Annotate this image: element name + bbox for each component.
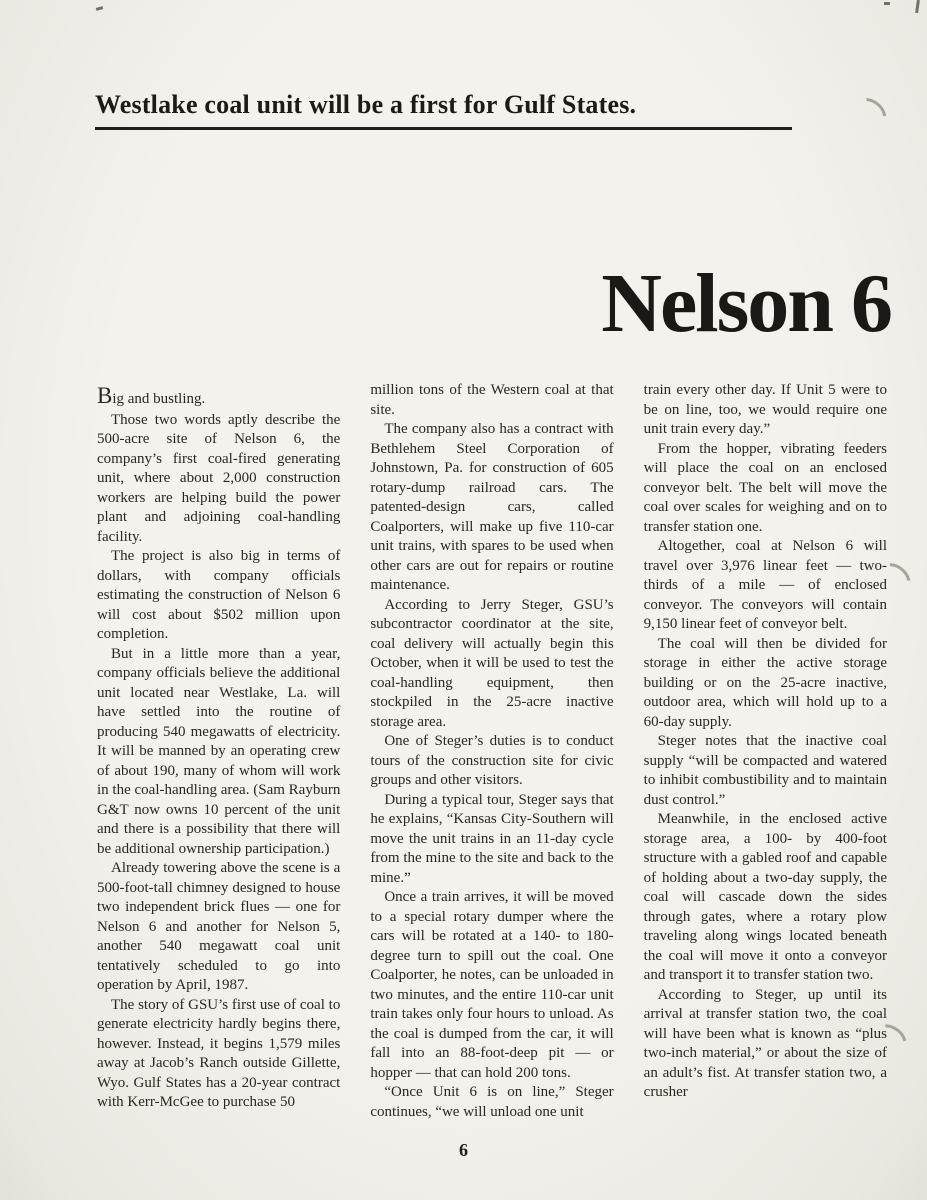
article-body (97, 381, 887, 1122)
paragraph: The coal will then be divided for storage in either the active storage building or on the 25-acre inactive, outdoor area, which will hold up to a 60-day supply. (643, 635, 887, 730)
paragraph: Altogether, coal at Nelson 6 will travel over 3,976 linear feet — two-thirds of a mile — of enclosed conveyor. The conveyors will contain 9,150 linear feet of conveyor belt. (643, 538, 887, 632)
article-headline: Nelson 6 (601, 257, 891, 350)
paragraph: One of Steger’s duties is to conduct tours of the construction site for civic groups and other visitors. (370, 733, 614, 788)
paragraph: Once a train arrives, it will be moved to a special rotary dumper where the cars will be rotated at a 140- to 180-degree turn to spill out the coal. One Coalporter, he notes, can be unloaded in two minutes, and the entire 110-car unit train takes only four hours to unload. As the coal is dumped from the car, it will fall into an 88-foot-deep pit — or hopper — that can hold 200 tons. (370, 889, 614, 1081)
page-curl-mark (847, 92, 892, 137)
paragraph: According to Steger, up until its arrival at transfer station two, the coal will have been what is known as “plus two-inch material,” or about the size of an adult’s fist. At transfer station two, a crusher (643, 986, 887, 1100)
scan-artifact (884, 2, 890, 5)
scan-artifact (96, 6, 104, 11)
paragraph: But in a little more than a year, company officials believe the additional unit located near Westlake, La. will have settled into the routine of producing 540 megawatts of electricity. It will be manned by an operating crew of about 190, many of whom will work in the coal-handling area. (Sam Rayburn G&T now owns 10 percent of the unit and there is a possibility that there will be additional ownership participation.) (97, 645, 341, 857)
masthead-divider (95, 127, 792, 130)
paragraph: Steger notes that the inactive coal supply “will be compacted and watered to inhibit combustibility and to maintain dust control.” (643, 733, 887, 808)
paragraph: Big and bustling. (97, 383, 206, 408)
paragraph: train every other day. If Unit 5 were to be on line, too, we would require one unit train every day.” (643, 382, 887, 437)
paragraph: The company also has a contract with Bethlehem Steel Corporation of Johnstown, Pa. for construction of 605 rotary-dump railroad cars. The patented-design cars, called Coalporters, will make up five 110-car unit trains, with spares to be used when other cars are out for repairs or routine maintenance. (370, 421, 614, 593)
paragraph: Already towering above the scene is a 500-foot-tall chimney designed to house two independent brick flues — one for Nelson 6 and another for Nelson 5, another 540 megawatt coal unit tentatively scheduled to go into operation by April, 1987. (97, 860, 341, 994)
paragraph: The story of GSU’s first use of coal to generate electricity hardly begins there, however. Instead, it begins 1,579 miles away at Jacob’s Ranch outside Gillette, Wyo. Gulf States has a 20-year contract with Kerr-McGee to purchase 50 (97, 996, 341, 1111)
scan-artifact (915, 0, 920, 13)
paragraph: According to Jerry Steger, GSU’s subcontractor coordinator at the site, coal delivery will actually begin this October, when it will be used to test the coal-handling equipment, then stockpiled in the 25-acre inactive storage area. (370, 596, 614, 730)
paragraph: From the hopper, vibrating feeders will place the coal on an enclosed conveyor belt. The belt will move the coal over scales for weighing and on to transfer station one. (643, 440, 887, 535)
masthead-title: Westlake coal unit will be a first for Gulf States. (95, 90, 637, 119)
paragraph: Meanwhile, in the enclosed active storage area, a 100- by 400-foot structure with a gabled roof and capable of holding about a two-day supply, the coal will cascade down the sides through gates, where a rotary plow traveling along wings located beneath the coal will move it onto a conveyor and transport it to transfer station two. (643, 811, 887, 983)
article-column-1 (97, 381, 340, 1122)
paragraph: The project is also big in terms of dollars, with company officials estimating the construction of Nelson 6 will cost about $502 million upon completion. (97, 548, 341, 643)
paragraph: million tons of the Western coal at that site. (370, 382, 614, 418)
paragraph: During a typical tour, Steger says that he explains, “Kansas City-Southern will move the unit trains in an 11-day cycle from the mine to the site and back to the mine.” (370, 791, 614, 886)
article-column-2 (370, 381, 613, 1122)
page-number: 6 (459, 1140, 468, 1160)
article-masthead (95, 90, 792, 130)
paragraph: Those two words aptly describe the 500-acre site of Nelson 6, the company’s first coal-fired generating unit, where about 2,000 construction workers are helping build the power plant and adjoining coal-handling facility. (97, 411, 341, 545)
paragraph: “Once Unit 6 is on line,” Steger continues, “we will unload one unit (370, 1084, 614, 1120)
article-column-3 (644, 381, 887, 1122)
